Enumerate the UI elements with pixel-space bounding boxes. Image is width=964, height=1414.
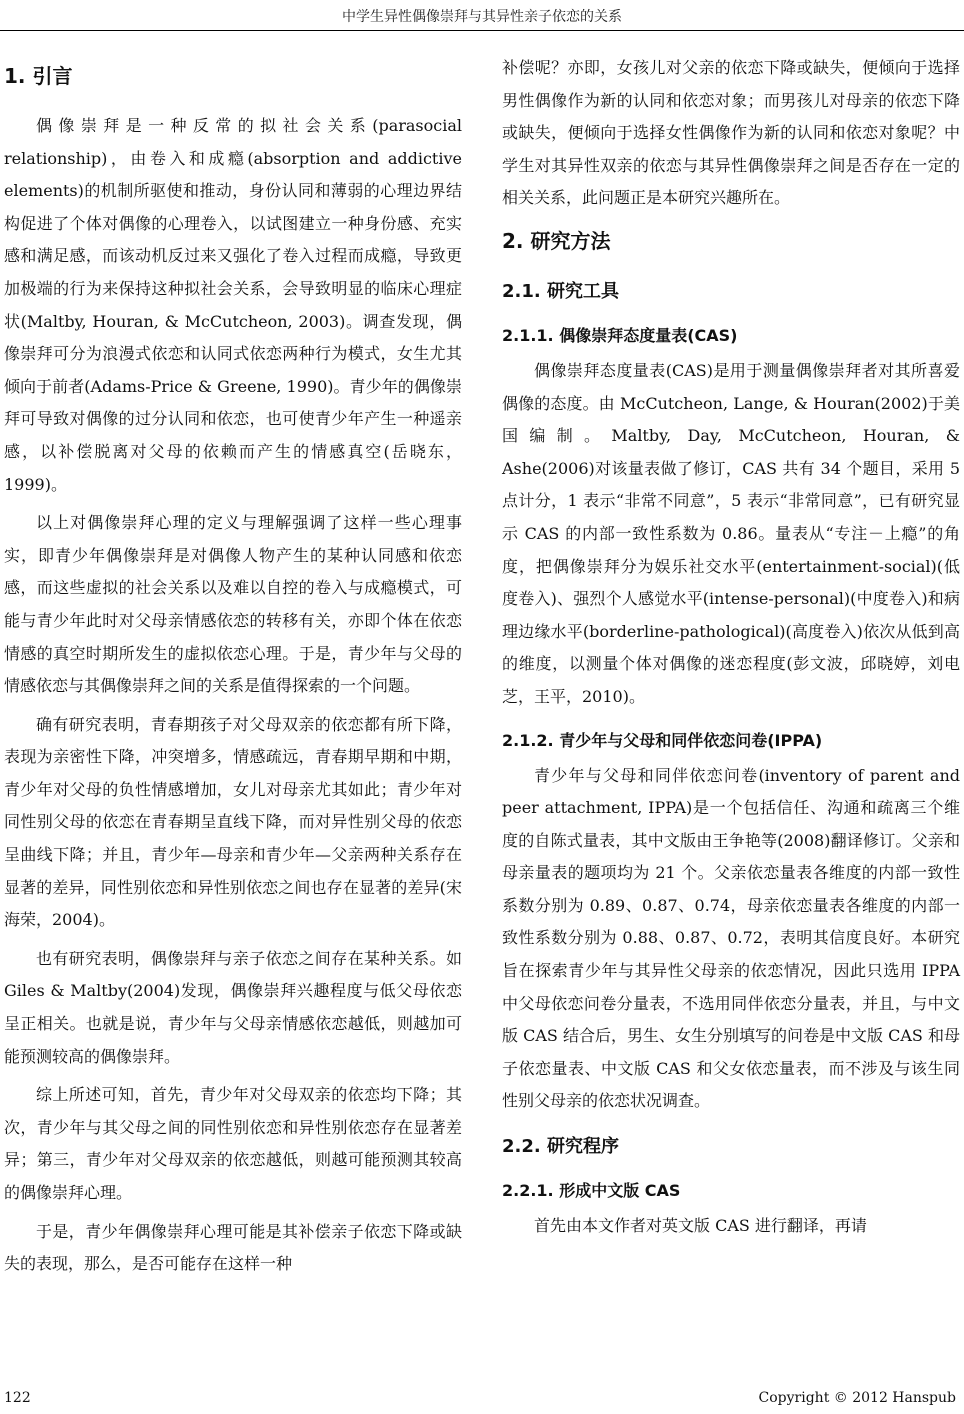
subsubsection-heading-ippa: 2.1.2. 青少年与父母和同伴依恋问卷(IPPA): [502, 730, 823, 750]
right-column: [502, 52, 960, 1249]
subsubsection-heading-cas: 2.1.1. 偶像崇拜态度量表(CAS): [502, 325, 738, 345]
paragraph: 综上所述可知，首先，青少年对父母双亲的依恋均下降；其次，青少年与其父母之间的同性别依恋和异性别依恋存在显著差异；第三，青少年对父母双亲的依恋越低，则越可能预测其较高的偶像崇拜心理。: [4, 1085, 462, 1202]
subsubsection-heading-chinese-cas: 2.2.1. 形成中文版 CAS: [502, 1181, 681, 1201]
paragraph: 于是，青少年偶像崇拜心理可能是其补偿亲子依恋下降或缺失的表现，那么，是否可能存在这样一种: [4, 1221, 462, 1274]
header-rule: [0, 30, 964, 31]
page-number: 122: [4, 1390, 31, 1406]
paragraph-continued: 补偿呢？亦即，女孩儿对父亲的依恋下降或缺失，便倾向于选择男性偶像作为新的认同和依恋对象；而男孩儿对母亲的依恋下降或缺失，便倾向于选择女性偶像作为新的认同和依恋对象呢？中学生对其异性双亲的依恋与其异性偶像崇拜之间是否存在一定的相关关系，此问题正是本研究兴趣所在。: [502, 58, 960, 208]
section-heading-introduction: 1. 引言: [4, 64, 73, 88]
running-title: 中学生异性偶像崇拜与其异性亲子依恋的关系: [342, 9, 622, 25]
paragraph: 青少年与父母和同伴依恋问卷(inventory of parent and peer attachment, IPPA)是一个包括信任、沟通和疏离三个维度的自陈式量表，其中文版由王争艳等(2008)翻译修订。父亲和母亲量表的题项均为 21 个。父亲依恋量表各维度的内部一致性系数分别为 0.89、0.87、0.74，母亲依恋量表各维度的内部一致性系数分别为 0.88、0.87、0.72，表明其信度良好。本研究旨在探索青少年与其异性父母亲的依恋情况，因此只选用 IPPA 中父母依恋问卷分量表，不选用同伴依恋分量表，并且，与中文版 CAS 结合后，男生、女生分别填写的问卷是中文版 CAS 和母子依恋量表、中文版 CAS 和父女依恋量表，而不涉及与该生同性别父母亲的依恋状况调查。: [502, 765, 960, 1111]
paragraph: 偶像崇拜是一种反常的拟社会关系(parasocial relationship)，由卷入和成瘾(absorption and addictive elements)的机制所驱使和推动，身份认同和薄弱的心理边界结构促进了个体对偶像的心理卷入，以试图建立一种身份感、充实感和满足感，而该动机反过来又强化了卷入过程而成瘾，导致更加极端的行为来保持这种拟社会关系，会导致明显的临床心理症状(Maltby, Houran, & McCutcheon, 2003)。调查发现，偶像崇拜可分为浪漫式依恋和认同式依恋两种行为模式，女生尤其倾向于前者(Adams-Price & Greene, 1990)。青少年的偶像崇拜可导致对偶像的过分认同和依恋，也可使青少年产生一种遥亲感，以补偿脱离对父母的依赖而产生的情感真空(岳晓东，1999)。: [4, 116, 462, 494]
paragraph: 也有研究表明，偶像崇拜与亲子依恋之间存在某种关系。如 Giles & Maltby(2004)发现，偶像崇拜兴趣程度与低父母依恋呈正相关。也就是说，青少年与父母亲情感依恋越低，则越加可能预测较高的偶像崇拜。: [4, 948, 462, 1066]
subsection-heading-tools: 2.1. 研究工具: [502, 280, 619, 302]
paragraph: 首先由本文作者对英文版 CAS 进行翻译，再请: [534, 1216, 867, 1236]
copyright-notice: Copyright © 2012 Hanspub: [758, 1390, 956, 1406]
paragraph: 以上对偶像崇拜心理的定义与理解强调了这样一些心理事实，即青少年偶像崇拜是对偶像人物产生的某种认同感和依恋感，而这些虚拟的社会关系以及难以自控的卷入与成瘾模式，可能与青少年此时对父母亲情感依恋的转移有关，亦即个体在依恋情感的真空时期所发生的虚拟依恋心理。于是，青少年与父母的情感依恋与其偶像崇拜之间的关系是值得探索的一个问题。: [4, 513, 462, 696]
paragraph: 确有研究表明，青春期孩子对父母双亲的依恋都有所下降，表现为亲密性下降，冲突增多，情感疏远，青春期早期和中期，青少年对父母的负性情感增加，女儿对母亲尤其如此；青少年对同性别父母的依恋在青春期呈直线下降，而对异性别父母的依恋呈曲线下降；并且，青少年—母亲和青少年—父亲两种关系存在显著的差异，同性别依恋和异性别依恋之间也存在显著的差异(宋海荣，2004)。: [4, 714, 462, 930]
paragraph: 偶像崇拜态度量表(CAS)是用于测量偶像崇拜者对其所喜爱偶像的态度。由 McCutcheon, Lange, & Houran(2002)于美国编制。Maltby, Day, McCutcheon, Houran, & Ashe(2006)对该量表做了修订，CAS 共有 34 个题目，采用 5 点计分，1 表示“非常不同意”，5 表示“非常同意”，已有研究显示 CAS 的内部一致性系数为 0.86。量表从“专注－上瘾”的角度，把偶像崇拜分为娱乐社交水平(entertainment-social)(低度卷入)、强烈个人感觉水平(intense-personal)(中度卷入)和病理边缘水平(borderline-pathological)(高度卷入)依次从低到高的维度，以测量个体对偶像的迷恋程度(彭文波，邱晓婷，刘电芝，王平，2010)。: [502, 360, 960, 706]
section-heading-methods: 2. 研究方法: [502, 228, 611, 253]
left-column: [4, 52, 462, 1287]
subsection-heading-procedure: 2.2. 研究程序: [502, 1136, 619, 1158]
